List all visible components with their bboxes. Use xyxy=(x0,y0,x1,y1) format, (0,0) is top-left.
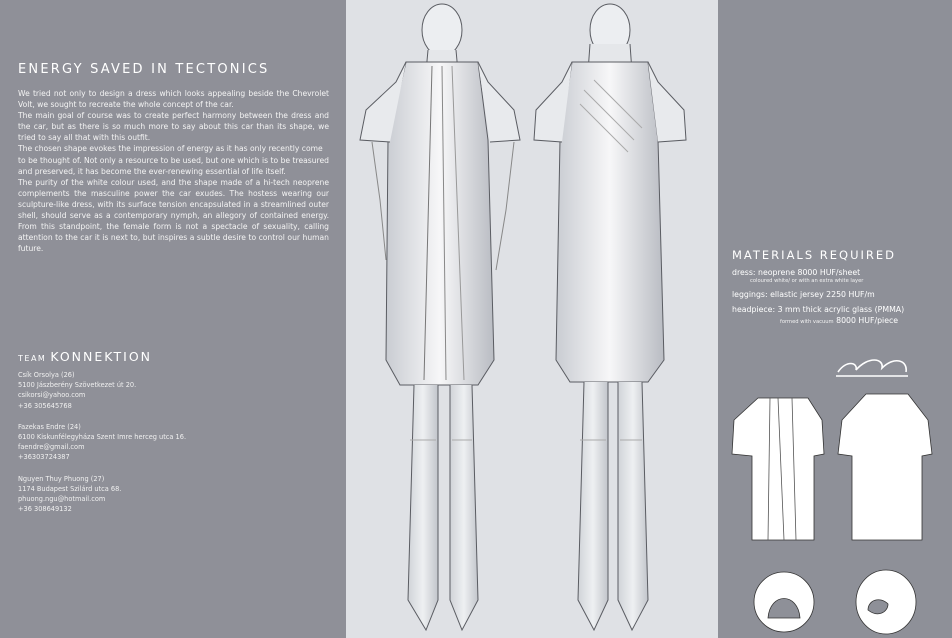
material-headpiece: headpiece: 3 mm thick acrylic glass (PMMA) xyxy=(732,305,905,314)
member-entry xyxy=(18,474,338,515)
material-headpiece-note: formed with vacuum xyxy=(780,319,834,325)
back-figure xyxy=(534,4,686,630)
material-dress-note: coloured white/ or with an extra white layer xyxy=(750,278,864,284)
material-dress: dress: neoprene 8000 HUF/sheet xyxy=(732,268,861,277)
description-panel xyxy=(0,0,346,638)
member-address: 5100 Jászberény Szövetkezet út 20. xyxy=(18,381,137,390)
member-address: 6100 Kiskunfélegyháza Szent Imre herceg utca 16. xyxy=(18,433,187,442)
technical-flats xyxy=(718,0,952,638)
member-phone: +36303724387 xyxy=(18,453,70,462)
member-phone: +36 305645768 xyxy=(18,401,72,410)
dress-back-flat-icon xyxy=(838,394,932,540)
member-name: Csík Orsolya (26) xyxy=(18,371,75,379)
front-figure xyxy=(360,4,520,630)
headpiece-front-icon xyxy=(754,572,814,632)
member-entry xyxy=(18,422,338,463)
team-heading xyxy=(18,346,338,365)
team-prefix: TEAM xyxy=(18,354,47,363)
member-name: Nguyen Thuy Phuong (27) xyxy=(18,474,105,483)
member-phone: +36 308649132 xyxy=(18,505,72,514)
member-email: csikorsi@yahoo.com xyxy=(18,391,86,400)
description-text xyxy=(18,88,329,254)
paragraph: The chosen shape evokes the impression of energy as it has only recently come xyxy=(18,144,323,154)
team-members xyxy=(18,370,338,525)
headpiece-side-icon xyxy=(856,570,916,634)
paragraph: to be thought of. Not only a resource to be used, but one which is to be treasured and preserved, it has become the ever-renewing essential of life itself. xyxy=(18,155,329,176)
brand-logo-icon xyxy=(836,360,908,376)
page-title: ENERGY SAVED IN TECTONICS xyxy=(18,62,270,77)
fashion-sketch-panel xyxy=(346,0,718,638)
member-entry xyxy=(18,370,338,411)
paragraph: We tried not only to design a dress which looks appealing beside the Chevrolet Volt, we sought to recreate the whole concept of the car. xyxy=(18,89,329,110)
material-headpiece-price: 8000 HUF/piece xyxy=(836,316,899,325)
materials-panel xyxy=(718,0,952,638)
member-address: 1174 Budapest Szilárd utca 68. xyxy=(18,484,122,493)
fashion-sketch-illustration xyxy=(346,0,718,638)
material-leggings: leggings: ellastic jersey 2250 HUF/m xyxy=(732,290,875,299)
member-email: phuong.ngu@hotmail.com xyxy=(18,495,106,504)
paragraph: The purity of the white colour used, and the shape made of a hi-tech neoprene complements the masculine power the car exudes. The hostess wearing our sculpture-like dress, with its surface tension encapsulated in a streamlined outer shell, should serve as a contemporary nymph, an allegory of contained energy. From this standpoint, the female form is not a spectacle of sexuality, calling attention to the car it is next to, but inspires a subtle desire to control our human future. xyxy=(18,177,329,254)
member-email: faendre@gmail.com xyxy=(18,443,85,452)
dress-front-flat-icon xyxy=(732,398,824,540)
paragraph: The main goal of course was to create perfect harmony between the dress and the car, but as there is so much more to say about this car than its shape, we tried to say all that with this outfit. xyxy=(18,111,329,143)
member-name: Fazekas Endre (24) xyxy=(18,422,81,431)
team-name: KONNEKTION xyxy=(50,349,153,364)
materials-heading: MATERIALS REQUIRED xyxy=(732,248,897,262)
